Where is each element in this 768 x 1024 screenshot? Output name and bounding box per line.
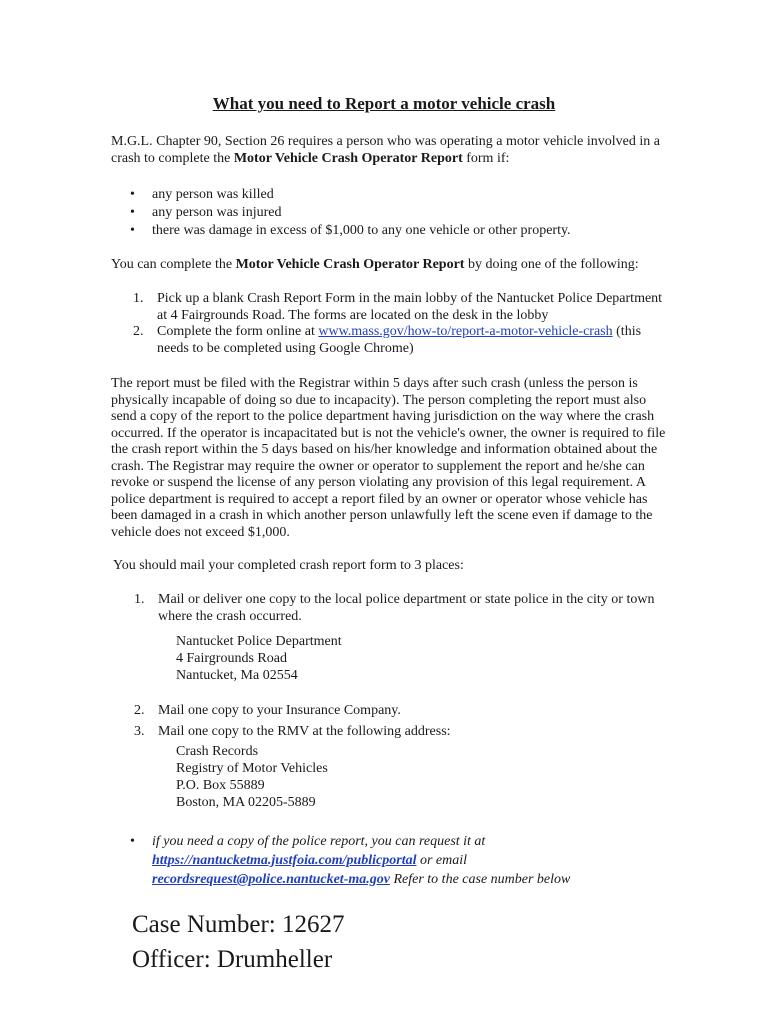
list-item: • any person was killed bbox=[130, 187, 274, 202]
officer-name: Officer: Drumheller bbox=[132, 946, 333, 973]
ways-list bbox=[133, 291, 673, 357]
ways-intro-paragraph: You can complete the Motor Vehicle Crash Operator Report by doing one of the following: bbox=[111, 257, 639, 272]
list-item: • any person was injured bbox=[130, 205, 282, 220]
bullet-icon: • bbox=[130, 223, 135, 238]
records-portal-link[interactable]: https://nantucketma.justfoia.com/publicportal bbox=[152, 853, 417, 868]
filing-paragraph: The report must be filed with the Registrar within 5 days after such crash (unless the person is physically incapable of doing so due to incapacity). The person completing the report must also send a copy of the report to the police department having jurisdiction on the way where the crash occurred. If the operator is incapacitated but is not the vehicle's owner, the owner is required to file the crash report within the 5 days based on his/her knowledge and information obtained about the crash. The Registrar may require the owner or operator to supplement the report and he/she can revoke or suspend the license of any person violating any provision of this legal requirement. A police department is required to accept a report filed by an owner or operator whose vehicle has been damaged in a crash in which another person unlawfully left the scene even if damage to the vehicle does not exceed $1,000. bbox=[111, 376, 666, 540]
records-note: • if you need a copy of the police report, you can request it at https://nantucketma.justfoia.com/publicportal or email recordsrequest@police.nantucket-ma.gov Refer to the case number below bbox=[130, 834, 571, 887]
case-number: Case Number: 12627 bbox=[132, 911, 345, 938]
list-item: 2. Complete the form online at www.mass.gov/how-to/report-a-motor-vehicle-crash (this needs to be completed using Google Chrome) bbox=[133, 324, 642, 356]
rmv-address: Crash Records Registry of Motor Vehicles P.O. Box 55889 Boston, MA 02205-5889 bbox=[176, 744, 328, 810]
mail-intro: You should mail your completed crash report form to 3 places: bbox=[113, 558, 464, 573]
conditions-list bbox=[130, 186, 571, 240]
mail-list-1 bbox=[134, 592, 674, 625]
intro-paragraph bbox=[111, 134, 671, 167]
intro-text: M.G.L. Chapter 90, Section 26 requires a person who was operating a motor vehicle involved in a crash to complete the bbox=[111, 134, 660, 166]
list-item: • there was damage in excess of $1,000 to any one vehicle or other property. bbox=[130, 223, 571, 238]
bullet-icon: • bbox=[130, 834, 135, 849]
bullet-icon: • bbox=[130, 187, 135, 202]
list-item: 2. Mail one copy to your Insurance Company. bbox=[134, 703, 401, 718]
list-item: 1. Pick up a blank Crash Report Form in the main lobby of the Nantucket Police Department at 4 Fairgrounds Road. The forms are located on the desk in the lobby bbox=[133, 291, 663, 323]
form-name-bold: Motor Vehicle Crash Operator Report bbox=[235, 257, 465, 272]
mail-list-2 bbox=[134, 703, 674, 740]
page-title: What you need to Report a motor vehicle crash bbox=[212, 94, 556, 113]
form-name-bold: Motor Vehicle Crash Operator Report bbox=[233, 150, 463, 166]
list-item: 3. Mail one copy to the RMV at the following address: bbox=[134, 723, 451, 739]
police-address: Nantucket Police Department 4 Fairgrounds Road Nantucket, Ma 02554 bbox=[176, 634, 342, 683]
rmv-report-link[interactable]: www.mass.gov/how-to/report-a-motor-vehicle-crash bbox=[318, 324, 613, 339]
intro-text-end: form if: bbox=[462, 150, 510, 166]
list-item: 1. Mail or deliver one copy to the local police department or state police in the city or town where the crash occurred. bbox=[134, 592, 655, 624]
records-email-link[interactable]: recordsrequest@police.nantucket-ma.gov bbox=[152, 872, 390, 887]
bullet-icon: • bbox=[130, 205, 135, 220]
